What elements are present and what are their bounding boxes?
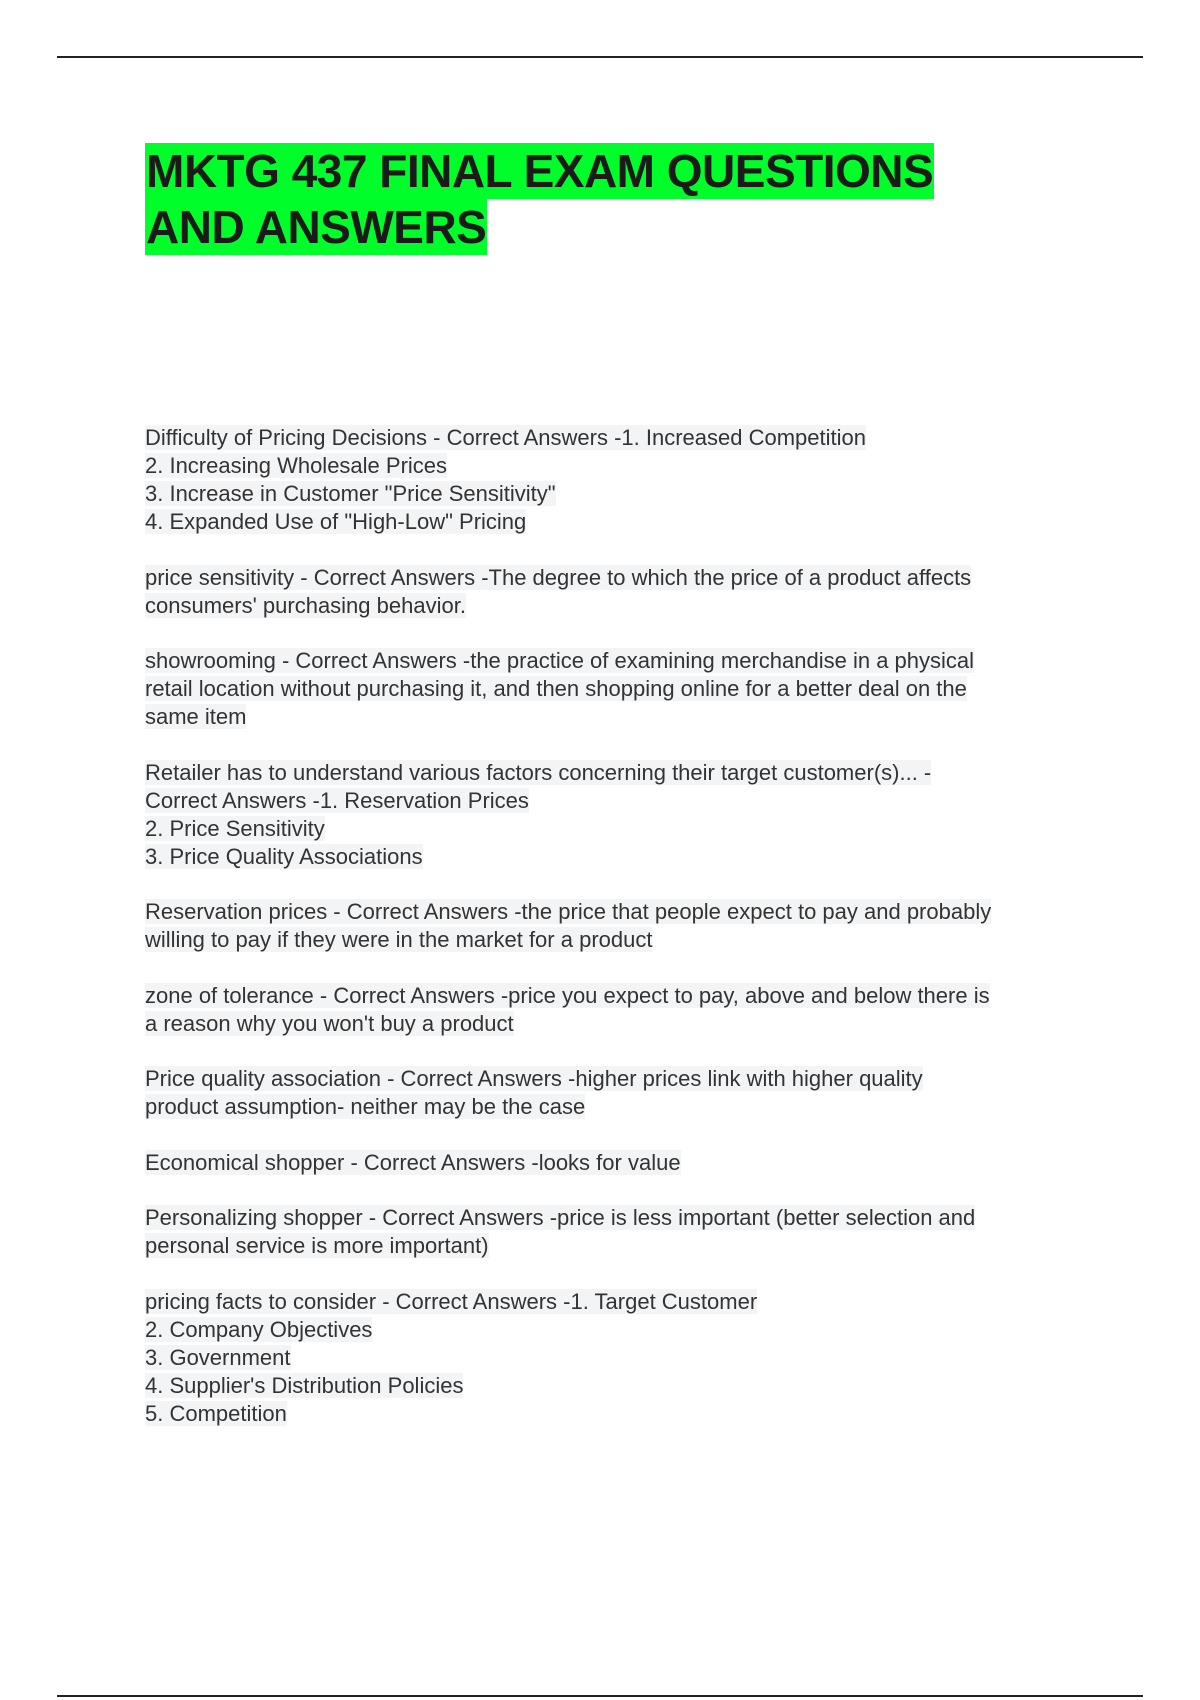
qa-line-text: 2. Company Objectives (145, 1316, 373, 1342)
qa-line (145, 1400, 1085, 1428)
qa-line-text: showrooming - Correct Answers -the practice of examining merchandise in a physical (145, 648, 975, 673)
qa-line (145, 480, 1085, 508)
qa-line-text: 3. Government (145, 1344, 291, 1370)
qa-line (145, 759, 1085, 787)
qa-line-text: price sensitivity - Correct Answers -The degree to which the price of a product affects (145, 564, 972, 590)
qa-line-text: 4. Expanded Use of "High-Low" Pricing (145, 509, 527, 534)
qa-line (145, 1316, 1085, 1344)
qa-line-text: Difficulty of Pricing Decisions - Correct Answers -1. Increased Competition (145, 425, 866, 450)
qa-entry (145, 424, 1085, 536)
qa-line (145, 787, 1085, 815)
qa-entry (145, 1149, 1085, 1177)
qa-line-text: Price quality association - Correct Answers -higher prices link with higher quality (145, 1066, 923, 1091)
qa-entry (145, 1065, 1085, 1121)
qa-line (145, 1010, 1085, 1038)
qa-line (145, 508, 1085, 536)
qa-line-text: a reason why you won't buy a product (145, 1010, 514, 1036)
qa-line-text: Retailer has to understand various factors concerning their target customer(s)... - (145, 759, 932, 785)
header-rule (57, 56, 1143, 58)
qa-list (145, 424, 1085, 1455)
qa-line-text: willing to pay if they were in the market for a product (145, 927, 653, 952)
qa-entry (145, 1204, 1085, 1260)
qa-line-text: Personalizing shopper - Correct Answers -price is less important (better selection and (145, 1205, 976, 1230)
qa-line (145, 1093, 1085, 1121)
qa-line (145, 703, 1085, 731)
qa-entry (145, 647, 1085, 731)
qa-line (145, 1149, 1085, 1177)
qa-line (145, 1344, 1085, 1372)
qa-line (145, 843, 1085, 871)
qa-line-text: 5. Competition (145, 1400, 287, 1426)
document-title (145, 143, 1105, 255)
qa-entry (145, 759, 1085, 871)
qa-entry (145, 898, 1085, 954)
qa-line-text: Reservation prices - Correct Answers -the price that people expect to pay and probably (145, 899, 992, 924)
title-line: MKTG 437 FINAL EXAM QUESTIONS (146, 145, 934, 197)
qa-line-text: pricing facts to consider - Correct Answers -1. Target Customer (145, 1288, 758, 1314)
qa-line-text: product assumption- neither may be the case (145, 1094, 586, 1119)
qa-line-text: same item (145, 704, 247, 729)
qa-line (145, 982, 1085, 1010)
qa-line-text: personal service is more important) (145, 1233, 489, 1258)
qa-line-text: 3. Price Quality Associations (145, 843, 423, 869)
qa-line-text: 2. Price Sensitivity (145, 815, 325, 841)
qa-line-text: zone of tolerance - Correct Answers -price you expect to pay, above and below there is (145, 982, 990, 1008)
qa-line (145, 1288, 1085, 1316)
qa-line-text: Economical shopper - Correct Answers -looks for value (145, 1149, 681, 1175)
qa-entry (145, 982, 1085, 1038)
qa-line (145, 815, 1085, 843)
title-line: AND ANSWERS (146, 201, 487, 253)
qa-line (145, 564, 1085, 592)
qa-line (145, 424, 1085, 452)
qa-line (145, 1065, 1085, 1093)
qa-line (145, 1204, 1085, 1232)
qa-line-text: Correct Answers -1. Reservation Prices (145, 787, 529, 813)
qa-line (145, 898, 1085, 926)
qa-line (145, 647, 1085, 675)
qa-line-text: 2. Increasing Wholesale Prices (145, 453, 448, 478)
qa-line (145, 926, 1085, 954)
qa-line-text: consumers' purchasing behavior. (145, 592, 466, 618)
footer-rule (57, 1695, 1143, 1697)
qa-entry (145, 564, 1085, 620)
qa-line (145, 1372, 1085, 1400)
qa-line (145, 675, 1085, 703)
qa-line (145, 592, 1085, 620)
qa-line-text: 4. Supplier's Distribution Policies (145, 1372, 464, 1398)
qa-line (145, 1232, 1085, 1260)
qa-entry (145, 1288, 1085, 1428)
qa-line-text: 3. Increase in Customer "Price Sensitivity" (145, 481, 556, 506)
qa-line-text: retail location without purchasing it, and then shopping online for a better deal on the (145, 676, 967, 701)
qa-line (145, 452, 1085, 480)
